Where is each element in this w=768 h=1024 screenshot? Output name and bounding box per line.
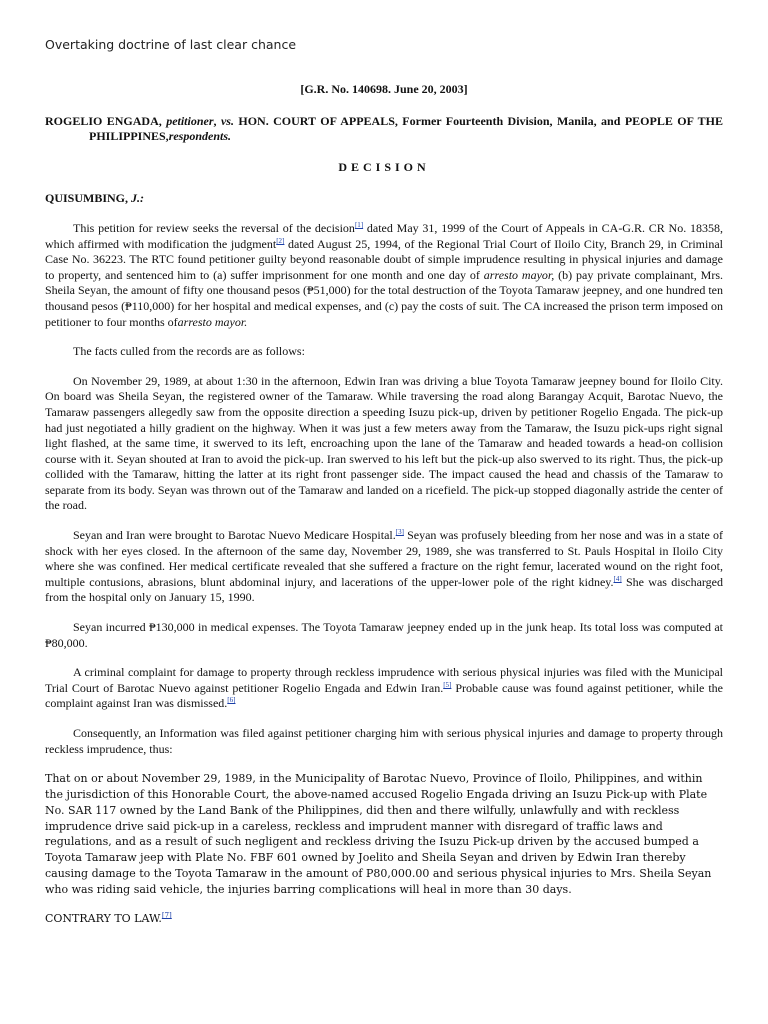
paragraph-4 bbox=[45, 528, 723, 606]
paragraph-7: Consequently, an Information was filed against petitioner charging him with serious physical injuries and damage to property through reckless imprudence, thus: bbox=[45, 726, 723, 756]
p1-text-a: This petition for review seeks the reversal of the decision bbox=[73, 220, 355, 235]
information-quote: That on or about November 29, 1989, in the Municipality of Barotac Nuevo, Province of Iloilo, Philippines, and within the jurisdiction of this Honorable Court, the above-named accused Rogelio Engada driving an Isuzu Pick-up with Plate No. SAR 117 owned by the Land Bank of the Philippines, did then and there wilfully, unlawfully and with reckless imprudence drive said pick-up in a careless, reckless and imprudent manner with disregard of traffic laws and regulations, and as a result of such negligent and reckless driving the Isuzu Pick-up driven by the accused bumped a Toyota Tamaraw jeep with Plate No. FBF 601 owned by Joelito and Sheila Seyan and driven by Edwin Iran thereby causing damage to the Toyota Tamaraw in the amount of P80,000.00 and serious physical injuries to Mrs. Sheila Seyan who was riding said vehicle, the injuries barring complications will heal in more than 30 days. bbox=[45, 772, 712, 896]
paragraph-2: The facts culled from the records are as follows: bbox=[73, 344, 305, 359]
p1-text-b: dated May 31, 1999 of the Court of Appeals in CA-G.R. CR No. 18358, which affirmed with modification the judgment bbox=[45, 220, 723, 251]
paragraph-5: Seyan incurred ₱130,000 in medical expenses. The Toyota Tamaraw jeepney ended up in the junk heap. Its total loss was computed at ₱80,000. bbox=[45, 620, 723, 650]
footnote-link-2[interactable]: [2] bbox=[276, 236, 285, 245]
footnote-link-7[interactable]: [7] bbox=[161, 910, 172, 919]
case-parties: ROGELIO ENGADA, petitioner, vs. HON. COURT OF APPEALS, Former Fourteenth Division, Manila, and PEOPLE OF THE PHILIPPINES,respondents. bbox=[45, 113, 723, 144]
p1-italic-a: arresto mayor, bbox=[483, 267, 555, 282]
decision-heading: DECISION bbox=[338, 159, 430, 174]
versus: vs. bbox=[220, 113, 234, 128]
respondents: HON. COURT OF APPEALS, Former Fourteenth Division, Manila, and PEOPLE OF THE PHILIPPINES, bbox=[89, 113, 723, 144]
footnote-link-6[interactable]: [6] bbox=[227, 696, 236, 705]
p1-italic-b: arresto mayor. bbox=[177, 314, 248, 329]
p6-text-a: A criminal complaint for damage to property through reckless imprudence with serious physical injuries was filed with the Municipal Trial Court of Barotac Nuevo against petitioner Rogelio Engada and Edwin Iran. bbox=[45, 665, 723, 695]
petitioner-role: petitioner bbox=[166, 113, 214, 128]
paragraph-6 bbox=[45, 665, 723, 712]
case-number: [G.R. No. 140698. June 20, 2003] bbox=[300, 82, 468, 96]
ponente-name: QUISUMBING, bbox=[45, 191, 129, 206]
footnote-link-3[interactable]: [3] bbox=[395, 528, 404, 537]
p4-text-a: Seyan and Iran were brought to Barotac Nuevo Medicare Hospital. bbox=[73, 528, 396, 543]
respondents-role: respondents. bbox=[168, 129, 232, 144]
petitioner-name: ROGELIO ENGADA, bbox=[45, 113, 162, 128]
decision-body bbox=[45, 82, 723, 926]
footnote-link-5[interactable]: [5] bbox=[443, 680, 452, 689]
contrary-text: CONTRARY TO LAW. bbox=[45, 911, 162, 925]
p4-text-b: Seyan was profusely bleeding from her nose and was in a state of shock with her eyes closed. In the afternoon of the same day, November 29, 1989, she was transferred to St. Pauls Hospital in Iloilo City where she was confined. Her medical certificate revealed that she suffered a fracture on the right femur, lacerated wound on the right foot, multiple contusions, abrasions, blunt abdominal injury, and lacerations of the upper-lower pole of the right kidney. bbox=[45, 528, 723, 589]
document-title: Overtaking doctrine of last clear chance bbox=[45, 37, 297, 52]
p4-text-c: She was discharged from the hospital only on January 15, 1990. bbox=[45, 574, 723, 605]
p1-text-c: dated August 25, 1994, of the Regional Trial Court of Iloilo City, Branch 29, in Criminal Case No. 36223. The RTC found petitioner guilty beyond reasonable doubt of simple imprudence resulting in physical injuries and damage to property, and sentenced him to (a) suffer imprisonment for one month and one day of bbox=[45, 236, 723, 282]
paragraph-1 bbox=[45, 221, 723, 330]
p6-text-b: Probable cause was found against petitioner, while the complaint against Iran was dismissed. bbox=[45, 680, 723, 711]
p1-text-d: (b) pay private complainant, Mrs. Sheila Seyan, the amount of fifty one thousand pesos (₱51,000) for the total destruction of the Toyota Tamaraw jeepney, and one hundred ten thousand pesos (₱110,000) for her hospital and medical expenses, and (c) pay the costs of suit. The CA increased the prison term imposed on petitioner to four months of bbox=[45, 267, 723, 329]
footnote-link-4[interactable]: [4] bbox=[613, 574, 622, 583]
footnote-link-1[interactable]: [1] bbox=[354, 220, 364, 229]
ponente bbox=[45, 191, 723, 207]
paragraph-3: On November 29, 1989, at about 1:30 in the afternoon, Edwin Iran was driving a blue Toyota Tamaraw jeepney bound for Iloilo City. On board was Sheila Seyan, the registered owner of the Tamaraw. While traversing the road along Barangay Acquit, Barotac Nuevo, the Tamaraw passengers allegedly saw from the opposite direction a speeding Isuzu pick-up, driven by petitioner Rogelio Engada. The pick-up had just negotiated a hilly gradient on the highway. When it was just a few meters away from the Tamaraw, the Isuzu pick-ups right signal light flashed, at the same time, it swerved to its left, encroaching upon the lane of the Tamaraw and headed towards a head-on collision course with it. Seyan shouted at Iran to avoid the pick-up. Iran swerved to his left but the pick-up also swerved to its right. Thus, the pick-up collided with the Tamaraw, hitting the latter at its right front passenger side. The impact caused the head and chassis of the Tamaraw to separate from its body. Seyan was thrown out of the Tamaraw and landed on a ricefield. The pick-up stopped diagonally astride the center of the road. bbox=[45, 373, 723, 513]
contrary-to-law bbox=[45, 911, 723, 927]
ponente-title: J.: bbox=[131, 191, 145, 206]
